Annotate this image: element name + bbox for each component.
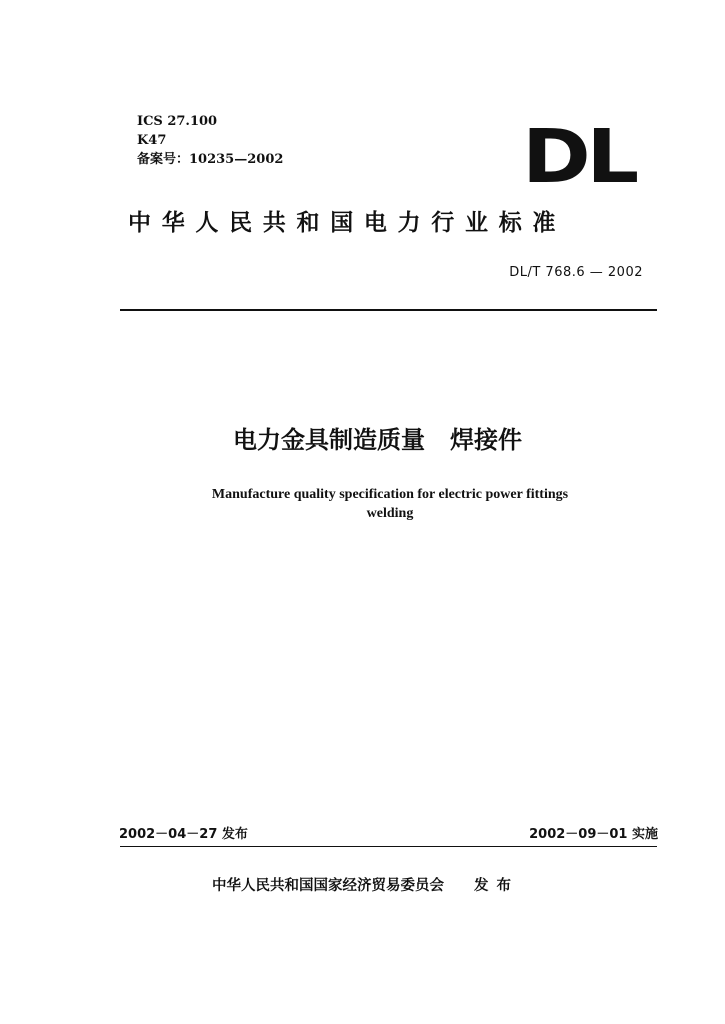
filing-number: 备案号：10235—2002 (137, 152, 284, 167)
top-divider (120, 309, 657, 311)
document-title-en-line2: welding (366, 506, 414, 521)
standard-number: DL/T 768.6 — 2002 (509, 265, 643, 280)
metadata-block (137, 112, 283, 169)
standard-title: 中华人民共和国电力行业标准 (128, 210, 567, 236)
publisher-name: 中华人民共和国国家经济贸易委员会 (212, 878, 444, 894)
ics-code: ICS 27.100 (137, 114, 218, 129)
bottom-divider (120, 846, 657, 847)
implement-date: 2002－09－01 实施 (529, 827, 658, 842)
document-title-en-line1: Manufacture quality specification for electric power fittings (211, 487, 569, 502)
publisher-line (212, 876, 519, 896)
ccs-code: K47 (137, 133, 167, 148)
dl-logo: DL (522, 114, 635, 200)
document-title-cn: 电力金具制造质量 焊接件 (232, 426, 523, 454)
document-title-en (180, 485, 600, 523)
publish-word: 发布 (474, 878, 519, 894)
publish-date: 2002－04－27 发布 (119, 827, 248, 842)
